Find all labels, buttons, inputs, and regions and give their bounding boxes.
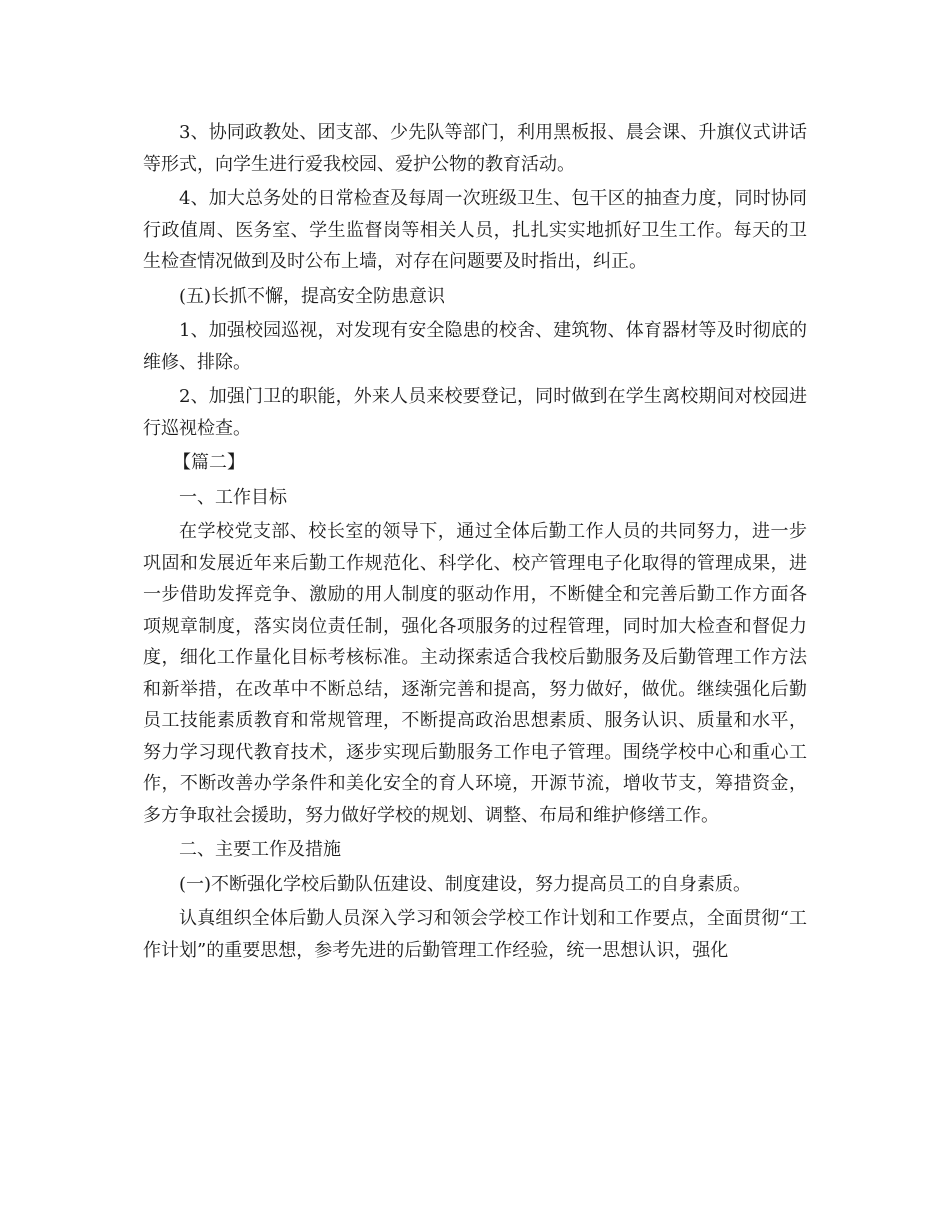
paragraph-work-goals: 在学校党支部、校长室的领导下，通过全体后勤工作人员的共同努力，进一步巩固和发展近年来后勤工作规范化、科学化、校产管理电子化取得的管理成果，进一步借助发挥竞争、激励的用人制度的驱动作用，不断健全和完善后勤工作方面各项规章制度，落实岗位责任制，强化各项服务的过程管理，同时加大检查和督促力度，细化工作量化目标考核标准。主动探索适合我校后勤服务及后勤管理工作方法和新举措，在改革中不断总结，逐渐完善和提高，努力做好，做优。继续强化后勤员工技能素质教育和常规管理，不断提高政治思想素质、服务认识、质量和水平，努力学习现代教育技术，逐步实现后勤服务工作电子管理。围绕学校中心和重心工作，不断改善办学条件和美化安全的育人环境，开源节流，增收节支，筹措资金，多方争取社会援助，努力做好学校的规划、调整、布局和维护修缮工作。 bbox=[143, 521, 807, 826]
section-heading-five: (五)长抓不懈，提高安全防患意识 bbox=[179, 285, 446, 307]
heading-work-goals: 一、工作目标 bbox=[179, 486, 287, 508]
subheading-team-building: (一)不断强化学校后勤队伍建设、制度建设，努力提高员工的自身素质。 bbox=[179, 873, 752, 895]
paragraph-safety-item-1: 1、加强校园巡视，对发现有安全隐患的校舍、建筑物、体育器材等及时彻底的维修、排除。 bbox=[143, 320, 807, 373]
document-body bbox=[143, 117, 807, 969]
paragraph-team-building: 认真组织全体后勤人员深入学习和领会学校工作计划和工作要点，全面贯彻“工作计划”的重要思想，参考先进的后勤管理工作经验，统一思想认识，强化 bbox=[143, 908, 807, 961]
paragraph-item-4: 4、加大总务处的日常检查及每周一次班级卫生、包干区的抽查力度，同时协同行政值周、医务室、学生监督岗等相关人员，扎扎实实地抓好卫生工作。每天的卫生检查情况做到及时公布上墙，对存在问题要及时指出，纠正。 bbox=[143, 188, 807, 272]
heading-main-work: 二、主要工作及措施 bbox=[179, 839, 341, 860]
paragraph-item-3: 3、协同政教处、团支部、少先队等部门，利用黑板报、晨会课、升旗仪式讲话等形式，向学生进行爱我校园、爱护公物的教育活动。 bbox=[143, 122, 807, 175]
part-two-marker: 【篇二】 bbox=[173, 452, 245, 473]
paragraph-safety-item-2: 2、加强门卫的职能，外来人员来校要登记，同时做到在学生离校期间对校园进行巡视检查。 bbox=[143, 386, 807, 439]
